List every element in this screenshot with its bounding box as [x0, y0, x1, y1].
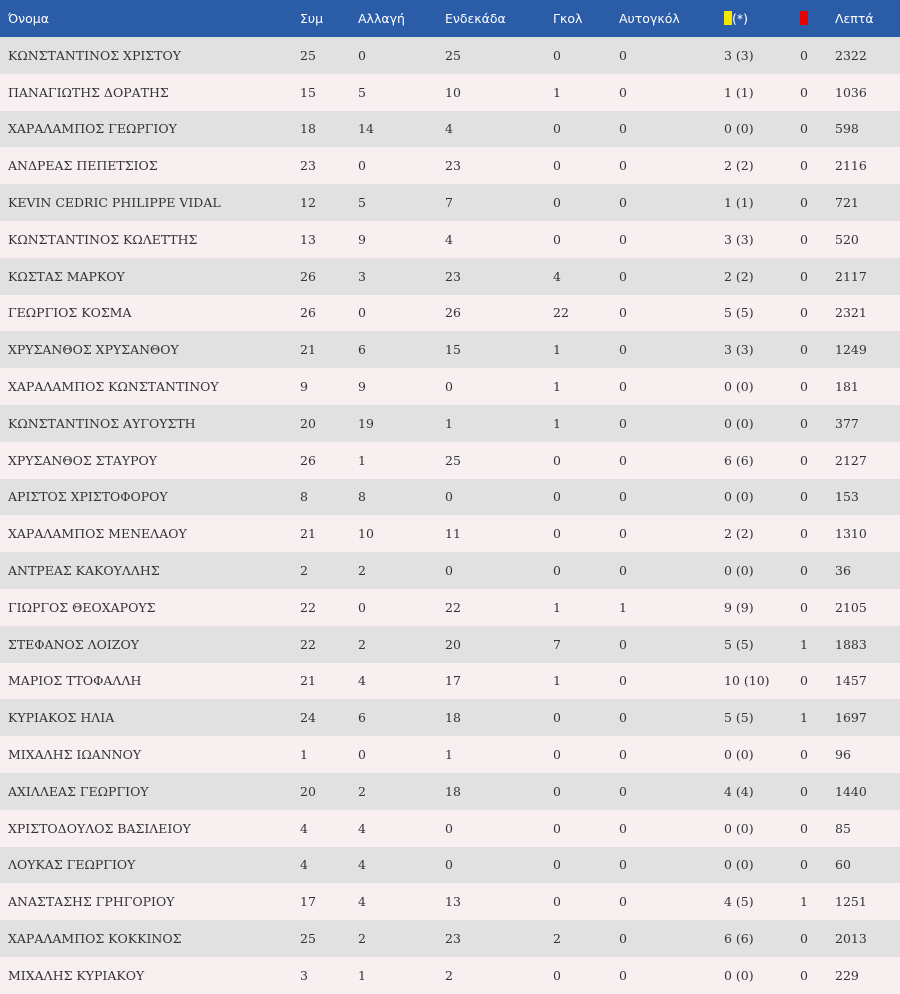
- cell-name: ΜΑΡΙΟΣ ΤΤΟΦΑΛΛΗ: [8, 673, 142, 689]
- cell-starts: 18: [445, 783, 461, 799]
- cell-red-cards: 0: [800, 820, 808, 836]
- cell-yellow-cards: 6 (6): [724, 452, 754, 468]
- cell-subs: 3: [358, 268, 366, 284]
- header-row: [0, 0, 900, 37]
- cell-apps: 22: [300, 599, 316, 615]
- cell-red-cards: 0: [800, 121, 808, 137]
- cell-yellow-cards: 5 (5): [724, 636, 754, 652]
- cell-apps: 26: [300, 452, 316, 468]
- cell-goals: 0: [553, 857, 561, 873]
- header-yellow-suffix: (*): [732, 11, 749, 26]
- table-row: [0, 184, 900, 221]
- cell-apps: 12: [300, 195, 316, 211]
- cell-own-goals: 0: [619, 379, 627, 395]
- cell-apps: 20: [300, 415, 316, 431]
- cell-minutes: 520: [835, 231, 859, 247]
- table-row: [0, 221, 900, 258]
- cell-goals: 0: [553, 563, 561, 579]
- table-row: [0, 111, 900, 148]
- cell-minutes: 1249: [835, 342, 867, 358]
- cell-starts: 23: [445, 268, 461, 284]
- cell-own-goals: 0: [619, 783, 627, 799]
- cell-subs: 2: [358, 636, 366, 652]
- cell-own-goals: 0: [619, 857, 627, 873]
- cell-minutes: 85: [835, 820, 851, 836]
- cell-minutes: 2321: [835, 305, 867, 321]
- cell-starts: 1: [445, 415, 453, 431]
- header-subs[interactable]: Αλλαγή: [358, 11, 405, 26]
- cell-goals: 22: [553, 305, 569, 321]
- cell-own-goals: 0: [619, 636, 627, 652]
- cell-name: KEVIN CEDRIC PHILIPPE VIDAL: [8, 195, 221, 211]
- table-header: [0, 0, 900, 37]
- cell-red-cards: 0: [800, 931, 808, 947]
- cell-apps: 3: [300, 967, 308, 983]
- cell-yellow-cards: 3 (3): [724, 47, 754, 63]
- cell-minutes: 1457: [835, 673, 867, 689]
- cell-yellow-cards: 0 (0): [724, 121, 754, 137]
- cell-own-goals: 0: [619, 820, 627, 836]
- table-row: [0, 147, 900, 184]
- cell-yellow-cards: 3 (3): [724, 342, 754, 358]
- cell-starts: 0: [445, 820, 453, 836]
- cell-subs: 5: [358, 195, 366, 211]
- cell-name: ΜΙΧΑΛΗΣ ΚΥΡΙΑΚΟΥ: [8, 967, 145, 983]
- cell-goals: 1: [553, 84, 561, 100]
- cell-yellow-cards: 0 (0): [724, 747, 754, 763]
- cell-yellow-cards: 1 (1): [724, 84, 754, 100]
- cell-subs: 4: [358, 857, 366, 873]
- cell-apps: 1: [300, 747, 308, 763]
- cell-red-cards: 0: [800, 231, 808, 247]
- cell-minutes: 1251: [835, 894, 867, 910]
- cell-name: ΧΑΡΑΛΑΜΠΟΣ ΓΕΩΡΓΙΟΥ: [8, 121, 177, 137]
- cell-own-goals: 0: [619, 710, 627, 726]
- cell-minutes: 2322: [835, 47, 867, 63]
- cell-own-goals: 0: [619, 415, 627, 431]
- header-goals[interactable]: Γκολ: [553, 11, 583, 26]
- cell-red-cards: 0: [800, 526, 808, 542]
- cell-name: ΓΙΩΡΓΟΣ ΘΕΟΧΑΡΟΥΣ: [8, 599, 156, 615]
- cell-own-goals: 0: [619, 268, 627, 284]
- cell-yellow-cards: 9 (9): [724, 599, 754, 615]
- cell-name: ΑΧΙΛΛΕΑΣ ΓΕΩΡΓΙΟΥ: [8, 783, 149, 799]
- cell-subs: 4: [358, 673, 366, 689]
- cell-red-cards: 0: [800, 673, 808, 689]
- cell-red-cards: 0: [800, 563, 808, 579]
- cell-apps: 26: [300, 268, 316, 284]
- cell-apps: 26: [300, 305, 316, 321]
- cell-starts: 13: [445, 894, 461, 910]
- cell-goals: 0: [553, 452, 561, 468]
- cell-goals: 0: [553, 489, 561, 505]
- cell-own-goals: 0: [619, 84, 627, 100]
- cell-apps: 25: [300, 47, 316, 63]
- cell-apps: 8: [300, 489, 308, 505]
- table-row: [0, 74, 900, 111]
- cell-subs: 4: [358, 820, 366, 836]
- table-row: [0, 810, 900, 847]
- cell-goals: 1: [553, 342, 561, 358]
- cell-red-cards: 0: [800, 268, 808, 284]
- cell-subs: 6: [358, 710, 366, 726]
- cell-name: ΠΑΝΑΓΙΩΤΗΣ ΔΟΡΑΤΗΣ: [8, 84, 169, 100]
- cell-starts: 0: [445, 379, 453, 395]
- table-row: [0, 368, 900, 405]
- cell-own-goals: 0: [619, 967, 627, 983]
- cell-goals: 2: [553, 931, 561, 947]
- cell-minutes: 1697: [835, 710, 867, 726]
- cell-red-cards: 0: [800, 452, 808, 468]
- cell-apps: 23: [300, 158, 316, 174]
- cell-subs: 0: [358, 158, 366, 174]
- table-row: [0, 37, 900, 74]
- cell-starts: 15: [445, 342, 461, 358]
- cell-yellow-cards: 2 (2): [724, 158, 754, 174]
- cell-yellow-cards: 2 (2): [724, 526, 754, 542]
- cell-apps: 2: [300, 563, 308, 579]
- cell-starts: 22: [445, 599, 461, 615]
- cell-apps: 13: [300, 231, 316, 247]
- cell-apps: 9: [300, 379, 308, 395]
- table-row: [0, 847, 900, 884]
- cell-starts: 0: [445, 563, 453, 579]
- cell-minutes: 153: [835, 489, 859, 505]
- cell-yellow-cards: 3 (3): [724, 231, 754, 247]
- cell-subs: 8: [358, 489, 366, 505]
- cell-yellow-cards: 6 (6): [724, 931, 754, 947]
- cell-name: ΑΡΙΣΤΟΣ ΧΡΙΣΤΟΦΟΡΟΥ: [8, 489, 168, 505]
- cell-subs: 9: [358, 379, 366, 395]
- table-row: [0, 479, 900, 516]
- cell-apps: 24: [300, 710, 316, 726]
- cell-apps: 25: [300, 931, 316, 947]
- cell-starts: 4: [445, 231, 453, 247]
- cell-subs: 14: [358, 121, 374, 137]
- table-row: [0, 331, 900, 368]
- cell-name: ΧΑΡΑΛΑΜΠΟΣ ΜΕΝΕΛΑΟΥ: [8, 526, 187, 542]
- table-row: [0, 920, 900, 957]
- cell-yellow-cards: 4 (5): [724, 894, 754, 910]
- cell-apps: 21: [300, 673, 316, 689]
- cell-minutes: 229: [835, 967, 859, 983]
- cell-subs: 1: [358, 967, 366, 983]
- cell-own-goals: 0: [619, 121, 627, 137]
- cell-minutes: 2013: [835, 931, 867, 947]
- cell-minutes: 1883: [835, 636, 867, 652]
- cell-goals: 0: [553, 747, 561, 763]
- table-row: [0, 258, 900, 295]
- cell-apps: 18: [300, 121, 316, 137]
- cell-name: ΧΡΙΣΤΟΔΟΥΛΟΣ ΒΑΣΙΛΕΙΟΥ: [8, 820, 191, 836]
- cell-minutes: 721: [835, 195, 859, 211]
- table-row: [0, 626, 900, 663]
- cell-starts: 2: [445, 967, 453, 983]
- cell-minutes: 2127: [835, 452, 867, 468]
- cell-subs: 9: [358, 231, 366, 247]
- cell-apps: 20: [300, 783, 316, 799]
- cell-minutes: 60: [835, 857, 851, 873]
- cell-yellow-cards: 1 (1): [724, 195, 754, 211]
- cell-yellow-cards: 10 (10): [724, 673, 770, 689]
- cell-own-goals: 0: [619, 489, 627, 505]
- cell-name: ΛΟΥΚΑΣ ΓΕΩΡΓΙΟΥ: [8, 857, 136, 873]
- cell-goals: 0: [553, 967, 561, 983]
- cell-starts: 25: [445, 452, 461, 468]
- cell-red-cards: 0: [800, 783, 808, 799]
- cell-subs: 0: [358, 305, 366, 321]
- cell-starts: 17: [445, 673, 461, 689]
- header-red-cards[interactable]: [792, 0, 827, 37]
- table-row: [0, 589, 900, 626]
- cell-subs: 0: [358, 747, 366, 763]
- cell-starts: 4: [445, 121, 453, 137]
- cell-minutes: 2117: [835, 268, 867, 284]
- cell-minutes: 1440: [835, 783, 867, 799]
- cell-goals: 0: [553, 710, 561, 726]
- cell-name: ΚΩΝΣΤΑΝΤΙΝΟΣ ΧΡΙΣΤΟΥ: [8, 47, 181, 63]
- cell-minutes: 2116: [835, 158, 867, 174]
- table-row: [0, 515, 900, 552]
- cell-name: ΚΩΣΤΑΣ ΜΑΡΚΟΥ: [8, 268, 125, 284]
- cell-apps: 4: [300, 857, 308, 873]
- cell-red-cards: 1: [800, 636, 808, 652]
- cell-name: ΧΑΡΑΛΑΜΠΟΣ ΚΩΝΣΤΑΝΤΙΝΟΥ: [8, 379, 219, 395]
- cell-goals: 1: [553, 415, 561, 431]
- cell-own-goals: 0: [619, 563, 627, 579]
- cell-goals: 0: [553, 526, 561, 542]
- cell-starts: 1: [445, 747, 453, 763]
- table-row: [0, 957, 900, 994]
- cell-goals: 0: [553, 894, 561, 910]
- cell-starts: 20: [445, 636, 461, 652]
- cell-subs: 19: [358, 415, 374, 431]
- cell-subs: 1: [358, 452, 366, 468]
- cell-name: ΣΤΕΦΑΝΟΣ ΛΟΙΖΟΥ: [8, 636, 139, 652]
- yellow-card-icon: [724, 11, 732, 25]
- cell-goals: 0: [553, 820, 561, 836]
- cell-name: ΑΝΤΡΕΑΣ ΚΑΚΟΥΛΛΗΣ: [8, 563, 160, 579]
- cell-minutes: 377: [835, 415, 859, 431]
- cell-goals: 0: [553, 121, 561, 137]
- table-row: [0, 663, 900, 700]
- red-card-icon: [800, 11, 808, 25]
- cell-yellow-cards: 0 (0): [724, 489, 754, 505]
- cell-starts: 0: [445, 857, 453, 873]
- cell-goals: 0: [553, 783, 561, 799]
- cell-red-cards: 0: [800, 342, 808, 358]
- table-row: [0, 699, 900, 736]
- cell-yellow-cards: 0 (0): [724, 857, 754, 873]
- cell-goals: 1: [553, 673, 561, 689]
- cell-own-goals: 1: [619, 599, 627, 615]
- cell-name: ΚΥΡΙΑΚΟΣ ΗΛΙΑ: [8, 710, 115, 726]
- table-row: [0, 552, 900, 589]
- cell-starts: 11: [445, 526, 461, 542]
- header-yellow-cards[interactable]: [716, 0, 792, 37]
- cell-subs: 2: [358, 563, 366, 579]
- cell-goals: 0: [553, 158, 561, 174]
- cell-own-goals: 0: [619, 342, 627, 358]
- cell-red-cards: 0: [800, 47, 808, 63]
- table-row: [0, 405, 900, 442]
- cell-name: ΓΕΩΡΓΙΟΣ ΚΟΣΜΑ: [8, 305, 132, 321]
- table-row: [0, 773, 900, 810]
- cell-goals: 4: [553, 268, 561, 284]
- cell-red-cards: 0: [800, 747, 808, 763]
- cell-apps: 4: [300, 820, 308, 836]
- cell-apps: 15: [300, 84, 316, 100]
- cell-starts: 7: [445, 195, 453, 211]
- cell-red-cards: 1: [800, 894, 808, 910]
- cell-yellow-cards: 0 (0): [724, 415, 754, 431]
- cell-yellow-cards: 5 (5): [724, 710, 754, 726]
- cell-apps: 22: [300, 636, 316, 652]
- cell-red-cards: 0: [800, 195, 808, 211]
- cell-own-goals: 0: [619, 158, 627, 174]
- cell-minutes: 598: [835, 121, 859, 137]
- cell-yellow-cards: 2 (2): [724, 268, 754, 284]
- cell-red-cards: 0: [800, 857, 808, 873]
- table-row: [0, 736, 900, 773]
- cell-yellow-cards: 5 (5): [724, 305, 754, 321]
- cell-red-cards: 0: [800, 415, 808, 431]
- cell-red-cards: 1: [800, 710, 808, 726]
- cell-red-cards: 0: [800, 84, 808, 100]
- cell-subs: 6: [358, 342, 366, 358]
- cell-subs: 2: [358, 783, 366, 799]
- cell-subs: 4: [358, 894, 366, 910]
- cell-subs: 10: [358, 526, 374, 542]
- header-minutes[interactable]: Λεπτά: [835, 11, 874, 26]
- cell-minutes: 181: [835, 379, 859, 395]
- table-body: [0, 37, 900, 994]
- cell-name: ΧΡΥΣΑΝΘΟΣ ΣΤΑΥΡΟΥ: [8, 452, 158, 468]
- cell-name: ΚΩΝΣΤΑΝΤΙΝΟΣ ΑΥΓΟΥΣΤΗ: [8, 415, 196, 431]
- cell-starts: 23: [445, 931, 461, 947]
- cell-starts: 0: [445, 489, 453, 505]
- header-name[interactable]: Όνομα: [8, 11, 49, 26]
- cell-apps: 21: [300, 342, 316, 358]
- cell-red-cards: 0: [800, 489, 808, 505]
- cell-minutes: 36: [835, 563, 851, 579]
- cell-name: ΚΩΝΣΤΑΝΤΙΝΟΣ ΚΩΛΕΤΤΗΣ: [8, 231, 198, 247]
- cell-red-cards: 0: [800, 158, 808, 174]
- cell-yellow-cards: 4 (4): [724, 783, 754, 799]
- table-row: [0, 883, 900, 920]
- cell-subs: 2: [358, 931, 366, 947]
- cell-apps: 21: [300, 526, 316, 542]
- cell-own-goals: 0: [619, 931, 627, 947]
- cell-goals: 0: [553, 195, 561, 211]
- cell-yellow-cards: 0 (0): [724, 379, 754, 395]
- cell-starts: 26: [445, 305, 461, 321]
- cell-own-goals: 0: [619, 894, 627, 910]
- cell-own-goals: 0: [619, 747, 627, 763]
- cell-minutes: 1310: [835, 526, 867, 542]
- cell-yellow-cards: 0 (0): [724, 967, 754, 983]
- cell-red-cards: 0: [800, 305, 808, 321]
- cell-name: ΧΑΡΑΛΑΜΠΟΣ ΚΟΚΚΙΝΟΣ: [8, 931, 182, 947]
- cell-yellow-cards: 0 (0): [724, 563, 754, 579]
- cell-goals: 0: [553, 231, 561, 247]
- cell-own-goals: 0: [619, 452, 627, 468]
- cell-own-goals: 0: [619, 195, 627, 211]
- cell-minutes: 2105: [835, 599, 867, 615]
- cell-goals: 1: [553, 599, 561, 615]
- cell-yellow-cards: 0 (0): [724, 820, 754, 836]
- cell-red-cards: 0: [800, 599, 808, 615]
- cell-subs: 0: [358, 599, 366, 615]
- cell-goals: 7: [553, 636, 561, 652]
- header-own-goals[interactable]: Αυτογκόλ: [619, 11, 680, 26]
- cell-minutes: 1036: [835, 84, 867, 100]
- table-row: [0, 295, 900, 332]
- cell-name: ΧΡΥΣΑΝΘΟΣ ΧΡΥΣΑΝΘΟΥ: [8, 342, 179, 358]
- cell-name: ΜΙΧΑΛΗΣ ΙΩΑΝΝΟΥ: [8, 747, 142, 763]
- cell-red-cards: 0: [800, 967, 808, 983]
- cell-minutes: 96: [835, 747, 851, 763]
- cell-starts: 23: [445, 158, 461, 174]
- table-row: [0, 442, 900, 479]
- cell-own-goals: 0: [619, 673, 627, 689]
- cell-apps: 17: [300, 894, 316, 910]
- cell-starts: 18: [445, 710, 461, 726]
- cell-subs: 0: [358, 47, 366, 63]
- cell-starts: 25: [445, 47, 461, 63]
- header-starts[interactable]: Ενδεκάδα: [445, 11, 506, 26]
- cell-starts: 10: [445, 84, 461, 100]
- cell-name: ΑΝΑΣΤΑΣΗΣ ΓΡΗΓΟΡΙΟΥ: [8, 894, 175, 910]
- cell-red-cards: 0: [800, 379, 808, 395]
- cell-goals: 0: [553, 47, 561, 63]
- cell-own-goals: 0: [619, 305, 627, 321]
- cell-subs: 5: [358, 84, 366, 100]
- header-apps[interactable]: Συμ: [300, 11, 324, 26]
- cell-own-goals: 0: [619, 47, 627, 63]
- cell-own-goals: 0: [619, 526, 627, 542]
- cell-own-goals: 0: [619, 231, 627, 247]
- cell-name: ΑΝΔΡΕΑΣ ΠΕΠΕΤΣΙΟΣ: [8, 158, 158, 174]
- cell-goals: 1: [553, 379, 561, 395]
